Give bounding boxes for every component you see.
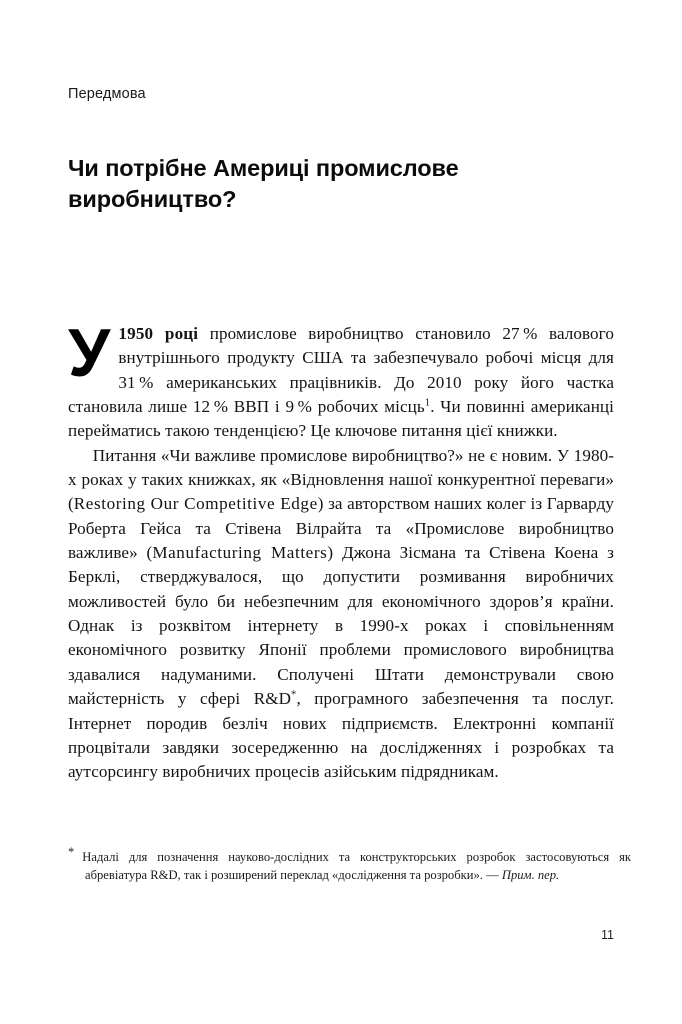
paragraph-2 — [68, 444, 614, 785]
book-title-manufacturing-matters: Manufacturing Matters — [152, 543, 328, 563]
paragraph-1-body: промислове виробництво становило 27 % валового внутрішнього продукту США та забезпечувало робочі місця для 31 % американських працівників. До 2010 року його частка становила лише 12 % ВВП і 9 % робочих місць — [68, 324, 614, 417]
footnote-attribution: Прим. пер. — [501, 867, 560, 882]
paragraph-2-segment-1: Питання «Чи важливе промислове виробництво?» не є новим. У 1980-х роках у таких книжках, як «Відновлення нашої конкурентної переваги» ( — [68, 445, 614, 514]
page-title-line-2: виробництво? — [68, 185, 237, 212]
footnote-marker: * — [68, 844, 75, 859]
paragraph-1-tail: . Чи повинні американці перейматись такою тенденцією? Це ключове питання цієї книжки. — [68, 397, 615, 441]
page-number: 11 — [601, 928, 614, 942]
body-text-column — [68, 315, 615, 785]
footnote-text: Надалі для позначення науково-дослідних та конструкторських розробок застосовуються як абревіатура R&D, так і розширений переклад «дослідження та розробки». — — [82, 850, 631, 882]
page-title — [68, 153, 538, 215]
footnote-reference-asterisk: * — [291, 689, 297, 701]
paragraph-2-segment-2: ) за авторством наших колег із Гарварду Роберта Гейса та Стівена Вілрайта та «Промислове виробництво важливе» ( — [68, 494, 614, 563]
page-title-line-1: Чи потрібне Америці промислове — [68, 154, 459, 181]
book-title-restoring-our-competitive-edge: Restoring Our Competitive Edge — [73, 494, 318, 514]
paragraph-1 — [68, 315, 615, 444]
footnote-reference-1: 1 — [424, 397, 431, 409]
footnote — [68, 844, 631, 884]
paragraph-2-segment-4: , програмного забезпечення та послуг. Інтернет породив безліч нових підприємств. Електронні компанії процвітали завдяки зосередженню на дослідженнях і розробках та аутсорсингу виробничих процесів азійським підрядникам. — [68, 689, 615, 782]
drop-cap: У — [68, 315, 111, 391]
paragraph-2-segment-3: ) Джона Зісмана та Стівена Коена з Берклі, стверджувалося, що допустити розмивання виробничих можливостей було би небезпечним для економічного здоров’я країни. Однак із розквітом інтернету в 1990-х роках і сповільненням економічного розвитку Японії проблеми промислового виробництва здавалися надуманими. Сполучені Штати демонстрували свою майстерність у сфері R&D — [68, 543, 614, 709]
lead-bold-run: 1950 році — [118, 324, 199, 343]
section-kicker: Передмова — [68, 86, 146, 102]
